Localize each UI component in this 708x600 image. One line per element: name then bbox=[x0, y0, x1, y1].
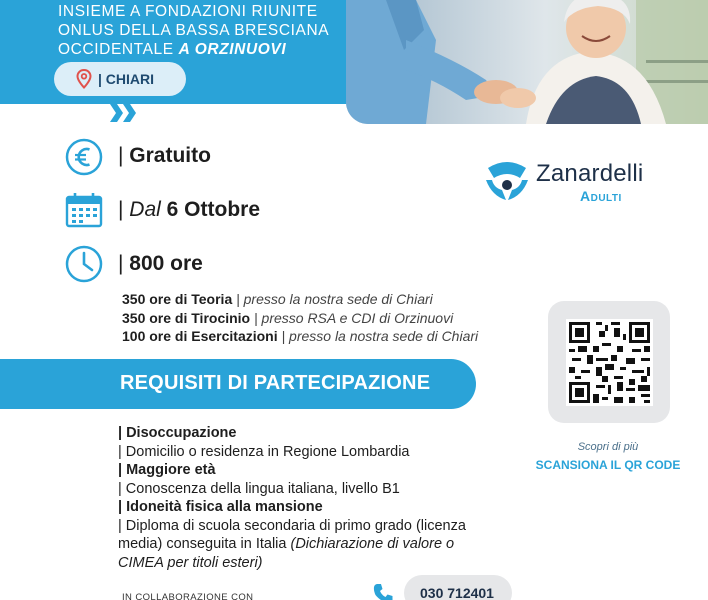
requirement-education-text: | Diploma di scuola secondaria di primo grado (licenza media) conseguita in Italia bbox=[118, 517, 466, 552]
qr-caption: Scopri di più bbox=[577, 441, 639, 453]
banner-line-3-text: OCCIDENTALE bbox=[58, 41, 179, 58]
hours-row-internship bbox=[122, 309, 478, 328]
duration-prefix: | bbox=[118, 252, 130, 275]
requirements-title: REQUISITI DI PARTECIPAZIONE bbox=[120, 372, 431, 394]
location-label: | CHIARI bbox=[98, 71, 155, 87]
map-pin-icon bbox=[76, 69, 92, 89]
qr-code-card[interactable] bbox=[548, 301, 670, 423]
zanardelli-emblem-icon bbox=[484, 158, 530, 202]
hours-amount: 350 ore di Teoria bbox=[122, 291, 233, 307]
requirement-item-education bbox=[118, 517, 488, 573]
hours-location: | presso la nostra sede di Chiari bbox=[232, 291, 433, 307]
hours-row-exercises bbox=[122, 327, 478, 346]
hours-location: | presso RSA e CDI di Orzinuovi bbox=[250, 309, 454, 326]
duration-info bbox=[118, 252, 203, 276]
hours-breakdown bbox=[122, 290, 478, 346]
phone-number[interactable]: 030 712401 bbox=[420, 585, 494, 600]
start-prefix: | bbox=[118, 198, 130, 221]
hours-amount: 350 ore di Tirocinio bbox=[122, 309, 251, 326]
euro-icon bbox=[64, 137, 104, 177]
partner-statement bbox=[58, 2, 329, 59]
requirement-item: | Disoccupazione bbox=[118, 425, 237, 441]
hours-location: | presso la nostra sede di Chiari bbox=[277, 328, 479, 344]
start-date-info bbox=[118, 198, 260, 222]
calendar-icon bbox=[64, 190, 104, 230]
logo-name: Zanardelli bbox=[536, 160, 644, 187]
duration-value: 800 ore bbox=[129, 252, 203, 275]
start-italic-label: Dal bbox=[129, 198, 167, 221]
double-chevron-icon bbox=[110, 104, 140, 122]
collaboration-label: IN COLLABORAZIONE CON bbox=[122, 592, 254, 600]
banner-line-2: ONLUS DELLA BASSA BRESCIANA bbox=[58, 22, 330, 39]
cost-value: Gratuito bbox=[129, 144, 211, 167]
banner-bottom-spacer bbox=[0, 104, 346, 124]
logo-subtitle: Adulti bbox=[580, 188, 622, 204]
banner-line-3 bbox=[58, 40, 329, 59]
requirement-item: | Conoscenza della lingua italiana, livello B1 bbox=[118, 480, 400, 497]
requirements-list bbox=[118, 424, 488, 572]
requirements-header-band bbox=[0, 359, 476, 409]
start-date-value: 6 Ottobre bbox=[166, 198, 260, 221]
cost-info bbox=[118, 144, 211, 168]
hours-amount: 100 ore di Esercitazioni bbox=[122, 328, 278, 344]
requirement-education-note: (Dichiarazione di valore o CIMEA per titoli esteri) bbox=[118, 536, 455, 571]
banner-highlight-location: A ORZINUOVI bbox=[178, 41, 287, 58]
phone-number-badge[interactable] bbox=[404, 575, 512, 600]
zanardelli-logo bbox=[484, 156, 674, 210]
requirement-item: | Maggiore età bbox=[118, 462, 216, 478]
clock-icon bbox=[64, 244, 104, 284]
phone-icon bbox=[372, 582, 394, 600]
cost-prefix: | bbox=[118, 144, 130, 167]
caregiver-elderly-photo bbox=[346, 0, 708, 124]
hours-row-theory bbox=[122, 290, 478, 309]
location-badge bbox=[54, 62, 186, 96]
qr-call-to-action: SCANSIONA IL QR CODE bbox=[535, 458, 681, 472]
qr-code[interactable] bbox=[566, 319, 653, 406]
requirement-item: | Domicilio o residenza in Regione Lombardia bbox=[118, 443, 410, 460]
requirement-item: | Idoneità fisica alla mansione bbox=[118, 499, 323, 515]
banner-line-1: INSIEME A FONDAZIONI RIUNITE bbox=[58, 3, 318, 20]
